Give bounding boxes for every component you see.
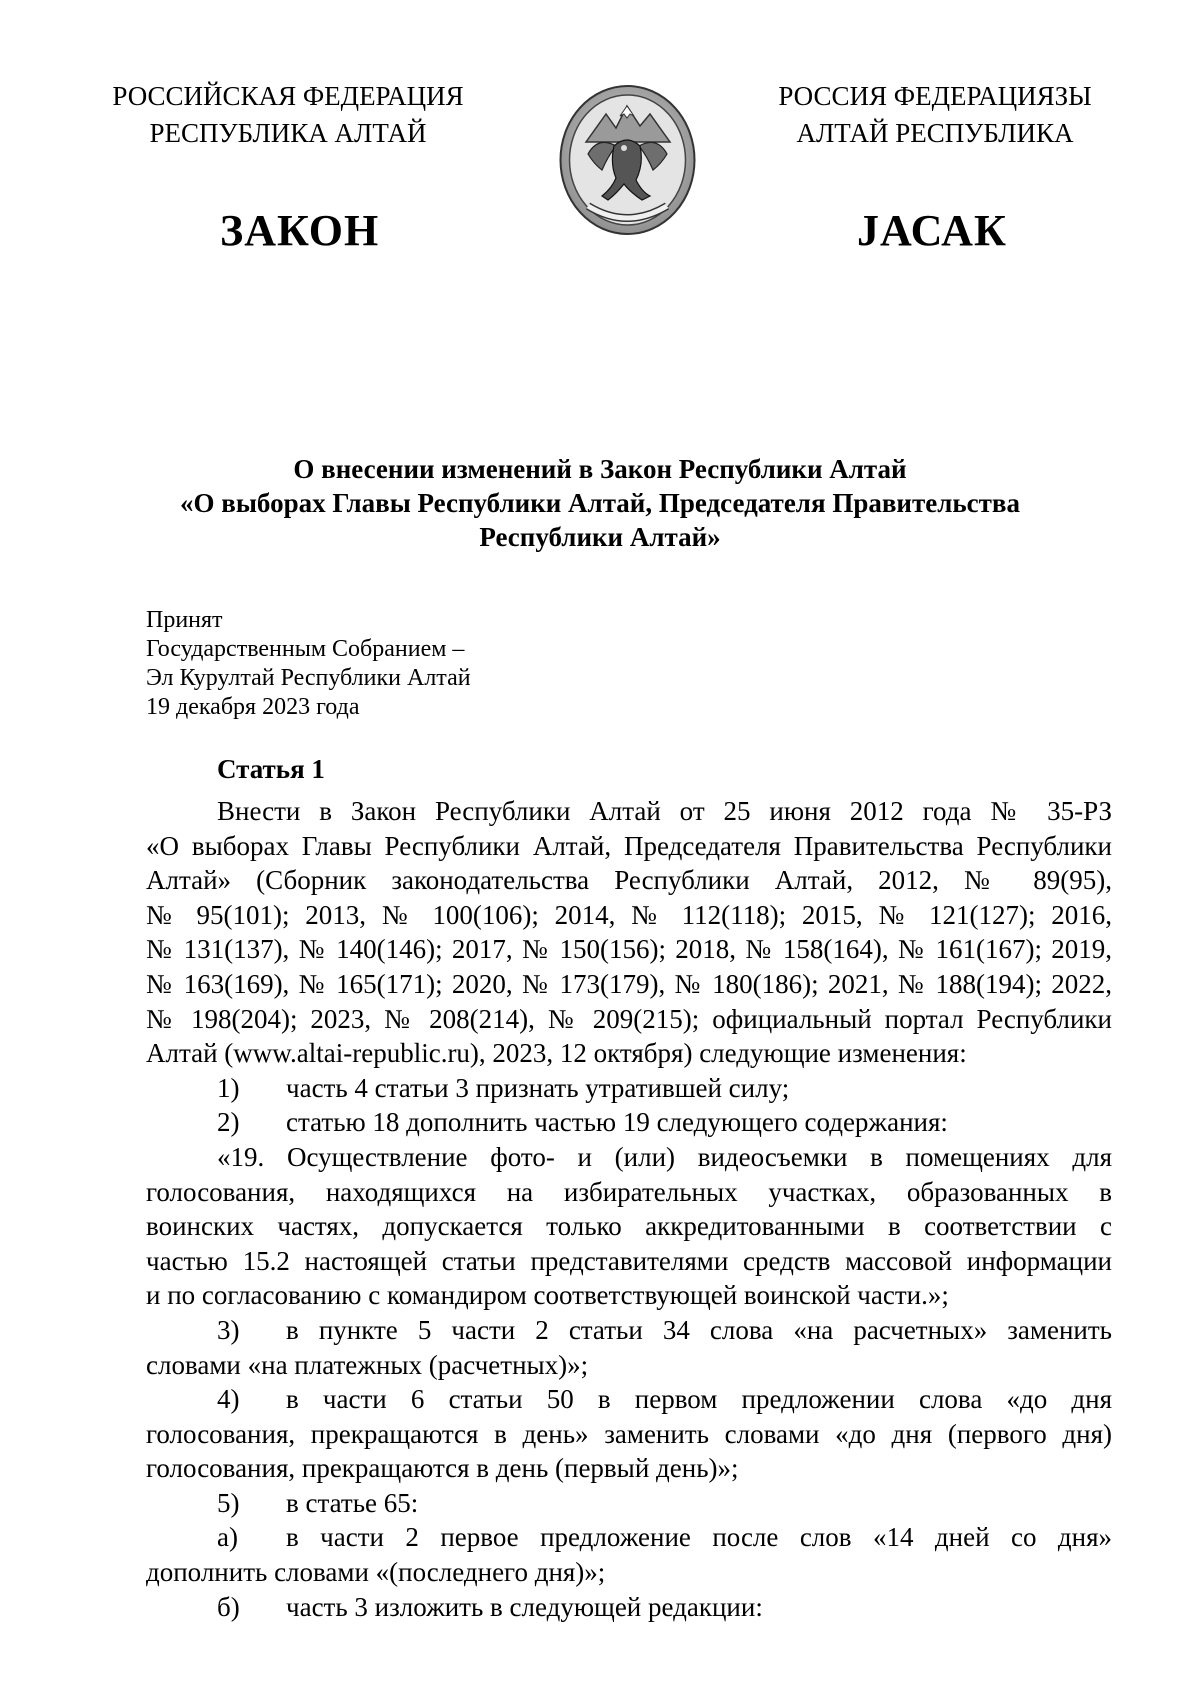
- list-item-number: 2): [217, 1107, 240, 1138]
- republic-altai-coat-of-arms-icon: [558, 84, 697, 236]
- document-title: [140, 452, 1060, 554]
- intro-line: «О выборах Главы Республики Алтай, Председателя Правительства Республики: [146, 830, 1112, 861]
- list-item-number: 5): [217, 1487, 240, 1518]
- header-right: [745, 78, 1125, 152]
- list-item-number: 3): [217, 1314, 240, 1345]
- list-subitem-text: в части 2 первое предложение после слов «14 дней со дня»: [286, 1522, 1112, 1553]
- list-item-text: в части 6 статьи 50 в первом предложении слова «до дня: [286, 1384, 1112, 1415]
- list-item-continuation: голосования, прекращаются в день» заменить словами «до дня (первого дня): [146, 1418, 1112, 1449]
- list-subitem-letter: б): [217, 1591, 240, 1622]
- list-subitem-letter: а): [217, 1522, 238, 1553]
- adopted-line2: Государственным Собранием –: [146, 636, 465, 662]
- list-item: [146, 1313, 1112, 1348]
- quote-line: и по согласованию с командиром соответствующей воинской части.»;: [146, 1280, 949, 1311]
- header-left-line2: РЕСПУБЛИКА АЛТАЙ: [149, 118, 427, 148]
- intro-line: № 95(101); 2013, № 100(106); 2014, № 112(118); 2015, № 121(127); 2016,: [146, 899, 1112, 930]
- list-item-text: часть 4 статьи 3 признать утратившей силу;: [286, 1072, 790, 1103]
- title-line3: Республики Алтай»: [479, 522, 721, 552]
- list-item-text: в статье 65:: [286, 1487, 419, 1518]
- quote-line: частью 15.2 настоящей статьи представителями средств массовой информации: [146, 1245, 1112, 1276]
- quote-line: «19. Осуществление фото- и (или) видеосъемки в помещениях для: [217, 1141, 1112, 1172]
- law-heading-russian: ЗАКОН: [220, 206, 380, 255]
- list-item-continuation: словами «на платежных (расчетных)»;: [146, 1349, 589, 1380]
- adopted-date: 19 декабря 2023 года: [146, 694, 360, 720]
- list-subitem: [146, 1590, 1112, 1625]
- list-item-text: статью 18 дополнить частью 19 следующего содержания:: [286, 1107, 948, 1138]
- list-item-number: 1): [217, 1072, 240, 1103]
- adopted-line1: Принят: [146, 607, 223, 633]
- title-line1: О внесении изменений в Закон Республики Алтай: [293, 454, 907, 484]
- list-item-continuation: голосования, прекращаются в день (первый день)»;: [146, 1453, 739, 1484]
- intro-line: № 198(204); 2023, № 208(214), № 209(215); официальный портал Республики: [146, 1003, 1112, 1034]
- article-heading: Статья 1: [217, 754, 325, 784]
- list-item: [146, 1382, 1112, 1417]
- intro-line: Алтай (www.altai-republic.ru), 2023, 12 октября) следующие изменения:: [146, 1038, 967, 1069]
- adopted-line3: Эл Курултай Республики Алтай: [146, 665, 471, 691]
- list-subitem: [146, 1520, 1112, 1555]
- quote-line: голосования, находящихся на избирательных участках, образованных в: [146, 1176, 1112, 1207]
- header-left: [88, 78, 488, 152]
- header-right-line1: РОССИЯ ФЕДЕРАЦИЯЗЫ: [778, 81, 1092, 111]
- quote-line: воинских частях, допускается только аккредитованными в соответствии с: [146, 1211, 1112, 1242]
- intro-line: Внести в Закон Республики Алтай от 25 июня 2012 года № 35-РЗ: [217, 796, 1112, 826]
- adoption-note: [146, 606, 471, 722]
- law-heading-altai: JАСАК: [857, 206, 1007, 255]
- list-subitem-continuation: дополнить словами «(последнего дня)»;: [146, 1557, 606, 1588]
- list-subitem-text: часть 3 изложить в следующей редакции:: [286, 1591, 763, 1622]
- list-item-text: в пункте 5 части 2 статьи 34 слова «на расчетных» заменить: [286, 1314, 1112, 1345]
- intro-line: № 131(137), № 140(146); 2017, № 150(156); 2018, № 158(164), № 161(167); 2019,: [146, 934, 1112, 965]
- list-item-number: 4): [217, 1384, 240, 1415]
- list-item: [146, 1105, 1112, 1140]
- article-body: [146, 794, 1112, 1624]
- title-line2: «О выборах Главы Республики Алтай, Председателя Правительства: [180, 488, 1020, 518]
- header-left-line1: РОССИЙСКАЯ ФЕДЕРАЦИЯ: [112, 81, 464, 111]
- list-item: [146, 1071, 1112, 1106]
- list-item: [146, 1486, 1112, 1521]
- intro-line: Алтай» (Сборник законодательства Республики Алтай, 2012, № 89(95),: [146, 865, 1112, 896]
- intro-line: № 163(169), № 165(171); 2020, № 173(179), № 180(186); 2021, № 188(194); 2022,: [146, 968, 1112, 999]
- header-right-line2: АЛТАЙ РЕСПУБЛИКА: [796, 118, 1074, 148]
